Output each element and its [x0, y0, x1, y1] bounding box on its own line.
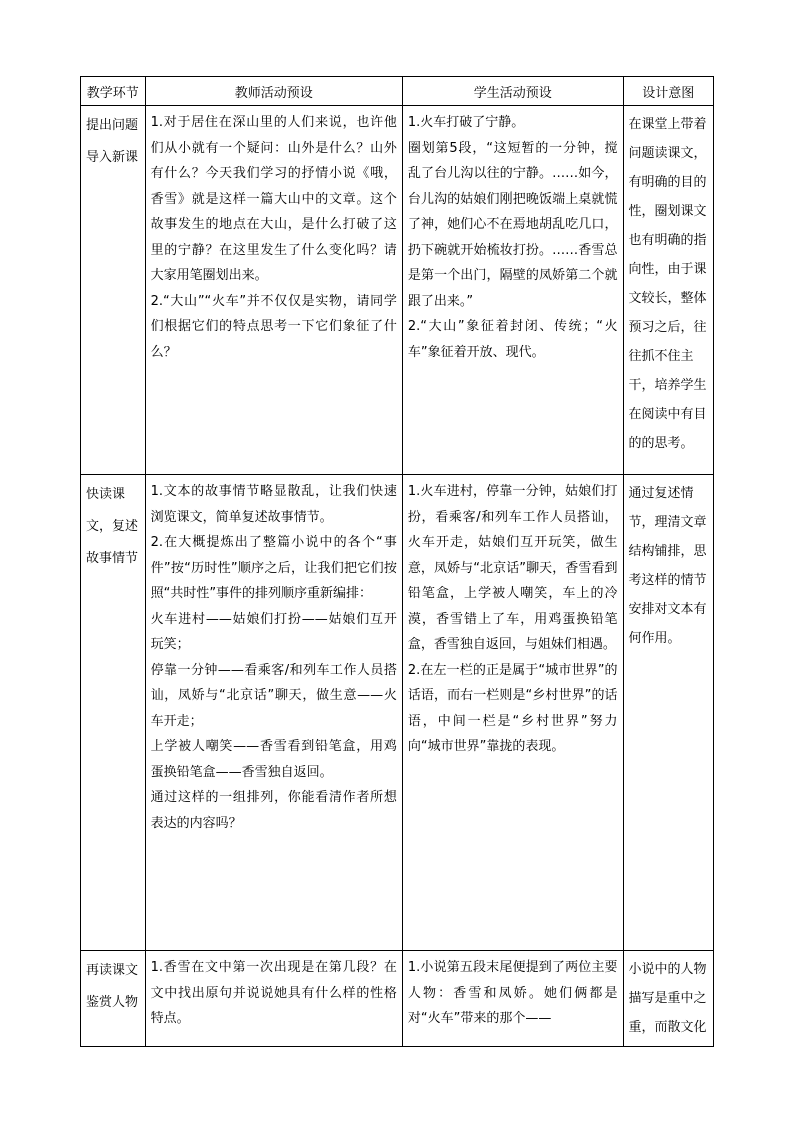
teacher-paragraph: 通过这样的一组排列，你能看清作者所想表达的内容吗？ — [150, 790, 397, 831]
teacher-paragraph: 1.对于居住在深山里的人们来说，也许他们从小就有一个疑问：山外是什么？山外有什么？今天我们学习的抒情小说《哦，香雪》就是这样一篇大山中的文章。这个故事发生的地点在大山，是什么打破了这里的宁静？在这里发生了什么变化吗？请大家用笔圈划出来。 — [150, 115, 397, 283]
teacher-paragraph: 2.在大概提炼出了整篇小说中的各个“事件”按“历时性”顺序之后，让我们把它们按照“共时性”事件的排列顺序重新编排： — [150, 535, 397, 601]
student-paragraph: 1.火车进村，停靠一分钟，姑娘们打扮，看乘客/和列车工作人员搭讪，火车开走，姑娘们互开玩笑，做生意，凤娇与“北京话”聊天，香雪看到铅笔盒，上学被人嘲笑，车上的冷漠，香雪错上了车，用鸡蛋换铅笔盒，香雪独自返回，与姐妹们相遇。 — [407, 484, 618, 652]
teacher-paragraph: 1.文本的故事情节略显散乱，让我们快速浏览课文，简单复述故事情节。 — [150, 484, 397, 525]
teacher-paragraph: 1.香雪在文中第一次出现是在第几段？在文中找出原句并说说她具有什么样的性格特点。 — [150, 960, 397, 1026]
teacher-paragraph: 2.“大山”“火车”并不仅仅是实物，请同学们根据它们的特点思考一下它们象征了什么？ — [150, 293, 397, 360]
teacher-paragraph: 上学被人嘲笑——香雪看到铅笔盒，用鸡蛋换铅笔盒——香雪独自返回。 — [150, 739, 397, 780]
table-header-row — [81, 77, 714, 106]
header-student: 学生活动预设 — [402, 77, 623, 106]
stage-cell: 快读课文，复述故事情节 — [81, 475, 146, 951]
student-cell — [402, 106, 623, 475]
table-row — [81, 951, 714, 1047]
student-paragraph: 1.火车打破了宁静。 — [407, 115, 525, 130]
teacher-cell — [145, 475, 402, 951]
student-paragraph: 1.小说第五段末尾便提到了两位主要人物：香雪和凤娇。她们俩都是对“火车”带来的那个—— — [407, 960, 618, 1026]
lesson-plan-table — [80, 76, 714, 1047]
table-row — [81, 106, 714, 475]
table-row — [81, 475, 714, 951]
teacher-paragraph: 火车进村——姑娘们打扮——姑娘们互开玩笑； — [150, 611, 397, 652]
header-intent: 设计意图 — [623, 77, 713, 106]
intent-cell: 小说中的人物描写是重中之重，而散文化 — [623, 951, 713, 1047]
header-teacher: 教师活动预设 — [145, 77, 402, 106]
intent-cell: 通过复述情节，理清文章结构铺排，思考这样的情节安排对文本有何作用。 — [623, 475, 713, 951]
student-paragraph: 2.“大山”象征着封闭、传统；“火车”象征着开放、现代。 — [407, 319, 618, 360]
student-paragraph: 圈划第5段，“这短暂的一分钟，搅乱了台儿沟以往的宁静。……如今，台儿沟的姑娘们刚把晚饭端上桌就慌了神，她们心不在焉地胡乱吃几口，扔下碗就开始梳妆打扮。……香雪总是第一个出门，隔壁的凤娇第二个就跟了出来。” — [407, 140, 618, 309]
stage-cell: 提出问题导入新课 — [81, 106, 146, 475]
student-cell — [402, 475, 623, 951]
header-stage: 教学环节 — [81, 77, 146, 106]
teacher-cell — [145, 951, 402, 1047]
teacher-cell — [145, 106, 402, 475]
teacher-paragraph: 停靠一分钟——看乘客/和列车工作人员搭讪，凤娇与“北京话”聊天，做生意——火车开走； — [150, 662, 397, 729]
student-cell — [402, 951, 623, 1047]
stage-cell: 再读课文鉴赏人物 — [81, 951, 146, 1047]
student-paragraph: 2.在左一栏的正是属于“城市世界”的话语，而右一栏则是“乡村世界”的话语，中间一栏是“乡村世界”努力向“城市世界”靠拢的表现。 — [407, 662, 618, 754]
intent-cell: 在课堂上带着问题读课文，有明确的目的性，圈划课文也有明确的指向性，由于课文较长，整体预习之后，往往抓不住主干，培养学生在阅读中有目的的思考。 — [623, 106, 713, 475]
